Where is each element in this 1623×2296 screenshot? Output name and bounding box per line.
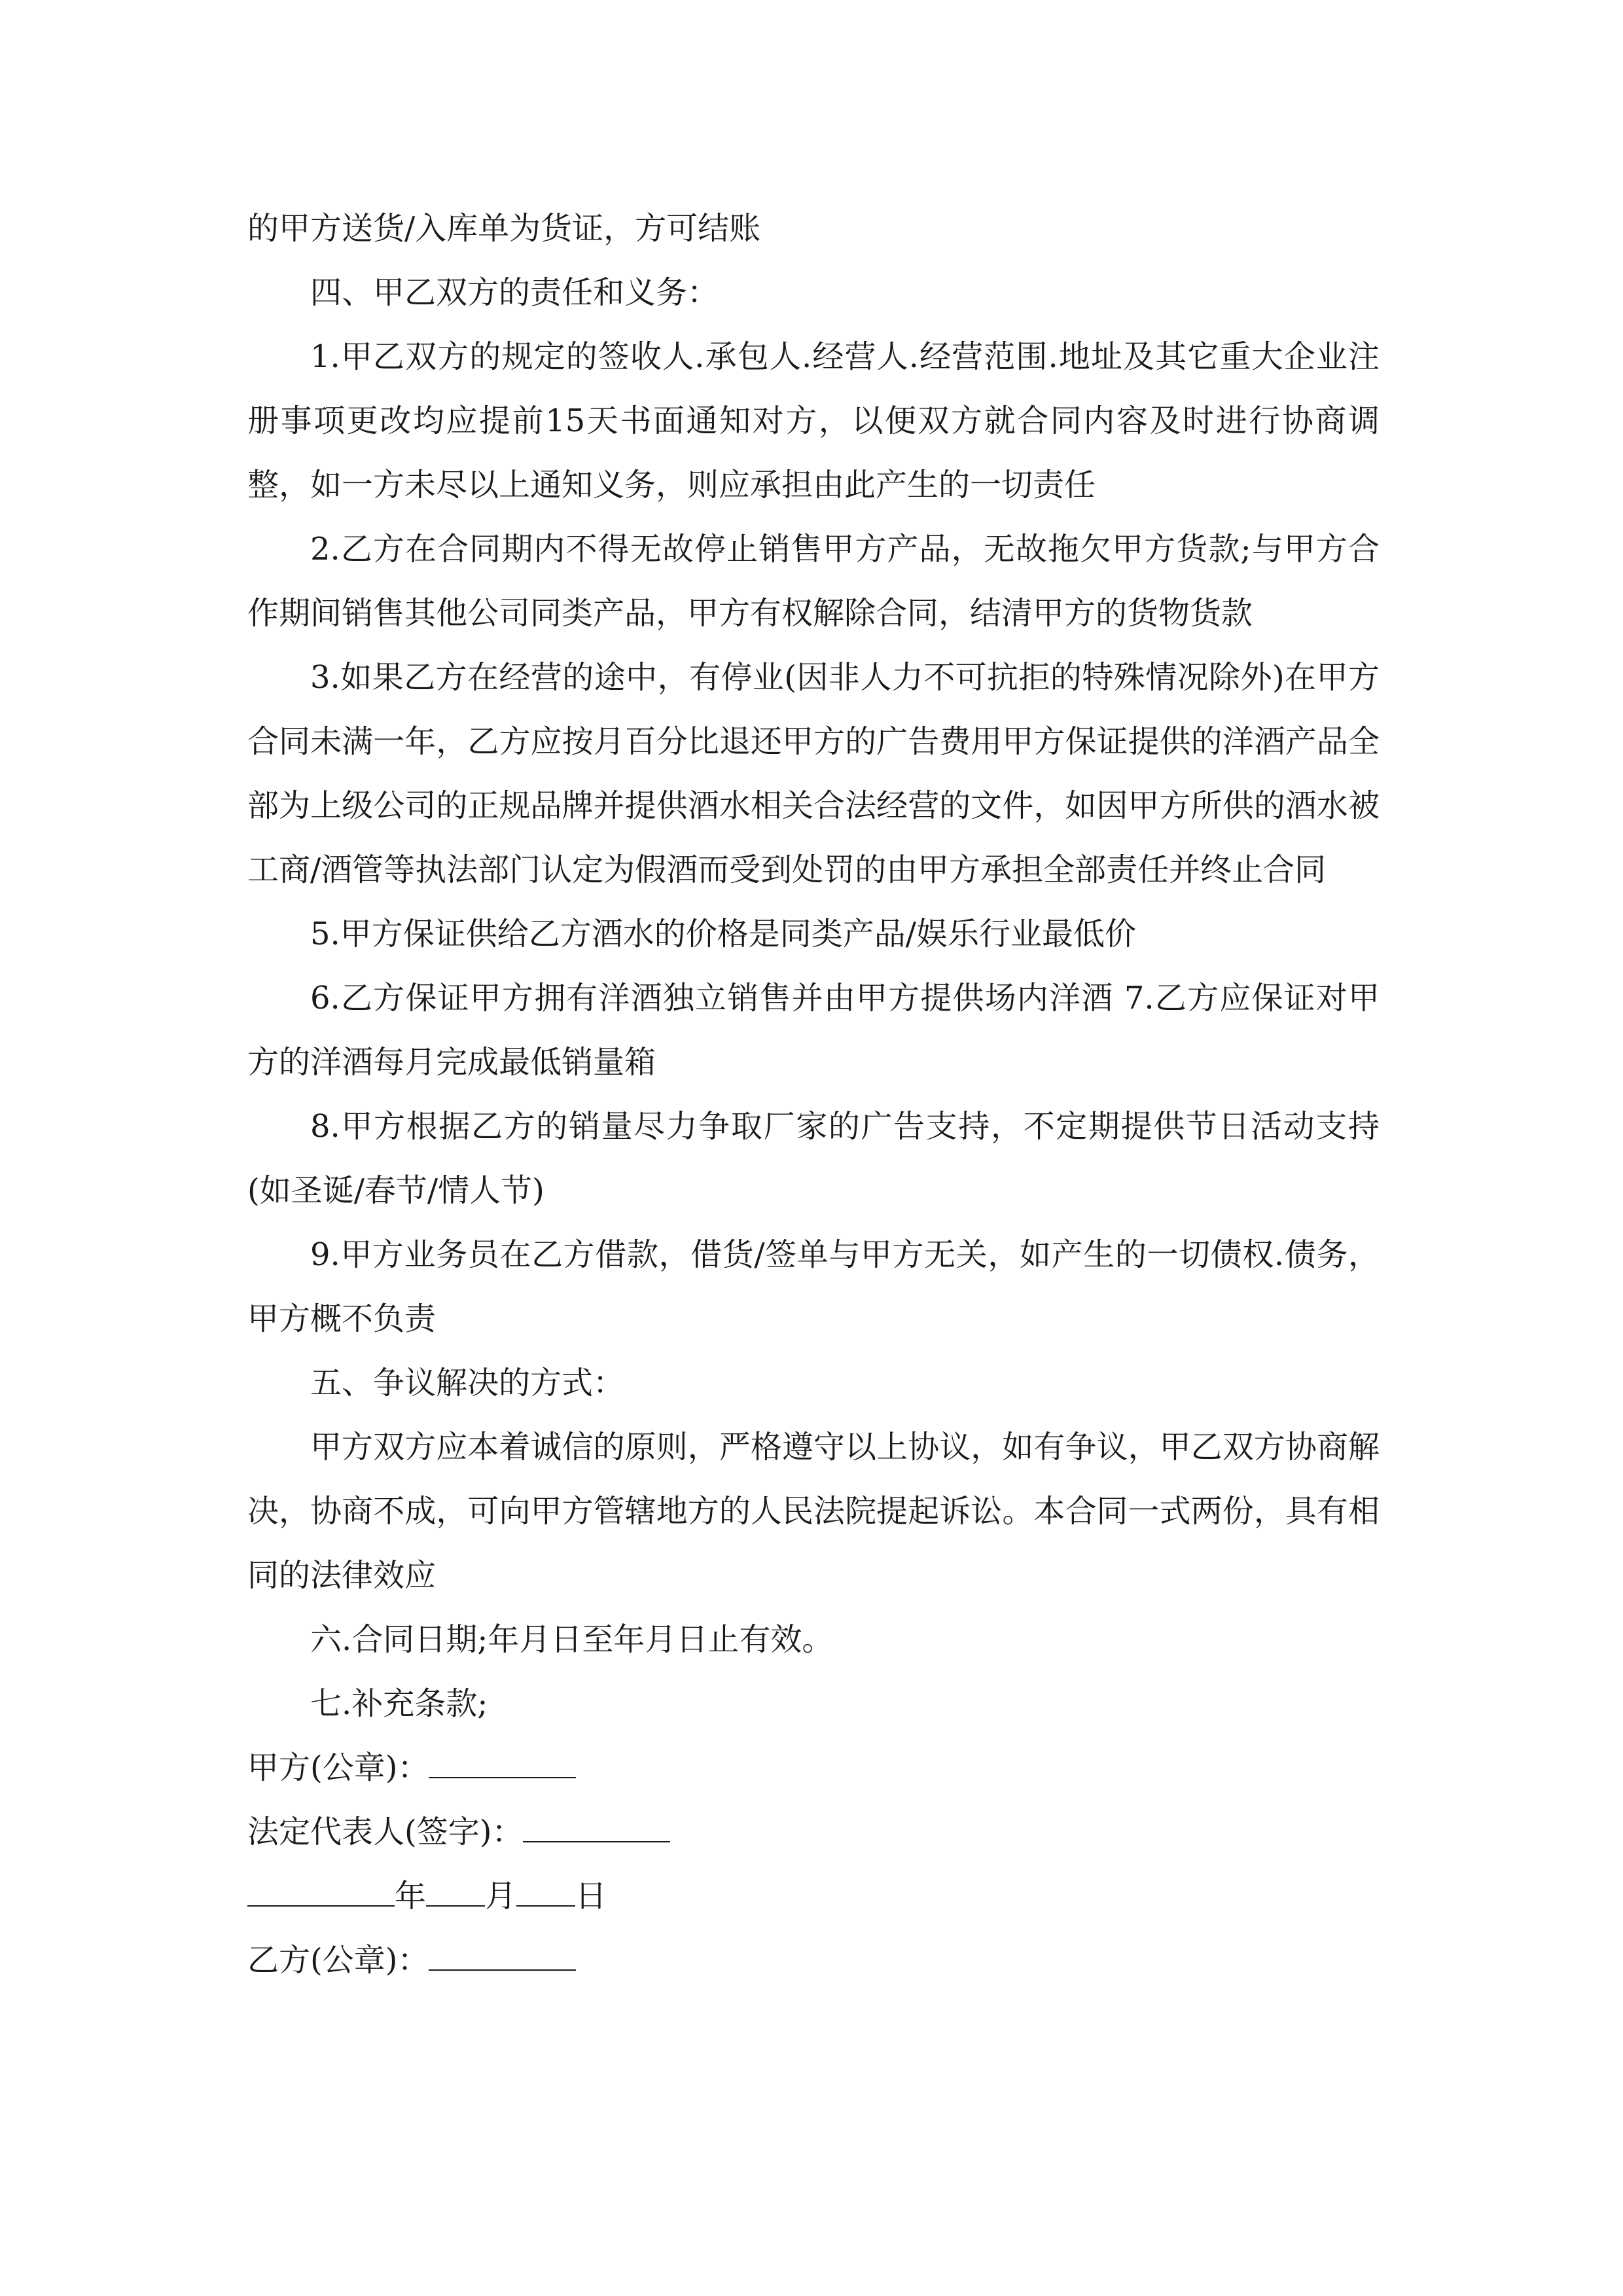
- day-blank[interactable]: [516, 1866, 575, 1907]
- party-b-blank[interactable]: [429, 1930, 576, 1971]
- clause-9: 9.甲方业务员在乙方借款，借货/签单与甲方无关，如产生的一切债权.债务，甲方概不负责: [247, 1236, 1380, 1337]
- clause-6-7: 6.乙方保证甲方拥有洋酒独立销售并由甲方提供场内洋酒 7.乙方应保证对甲方的洋酒每月完成最低销量箱: [247, 980, 1380, 1081]
- dispute-paragraph: 甲方双方应本着诚信的原则，严格遵守以上协议，如有争议，甲乙双方协商解决，协商不成，可向甲方管辖地方的人民法院提起诉讼。本合同一式两份，具有相同的法律效应: [247, 1429, 1380, 1594]
- clause-1: 1.甲乙双方的规定的签收人.承包人.经营人.经营范围.地址及其它重大企业注册事项更改均应提前15天书面通知对方，以便双方就合同内容及时进行协商调整，如一方未尽以上通知义务，则应承担由此产生的一切责任: [247, 338, 1380, 503]
- section-heading-duties: 四、甲乙双方的责任和义务：: [310, 274, 719, 311]
- legal-rep-line: [247, 1800, 1380, 1864]
- party-b-seal-line: [247, 1928, 1380, 1992]
- party-b-label: 乙方(公章)：: [247, 1942, 429, 1979]
- section-supplementary: 七.补充条款;: [310, 1685, 488, 1722]
- document-body: [247, 196, 1380, 1992]
- year-label: 年: [395, 1878, 427, 1914]
- month-blank[interactable]: [426, 1866, 485, 1907]
- clause-3: 3.如果乙方在经营的途中，有停业(因非人力不可抗拒的特殊情况除外)在甲方合同未满一年，乙方应按月百分比退还甲方的广告费用甲方保证提供的洋酒产品全部为上级公司的正规品牌并提供酒水相关合法经营的文件，如因甲方所供的酒水被工商/酒管等执法部门认定为假酒而受到处罚的由甲方承担全部责任并终止合同: [247, 659, 1380, 888]
- year-blank[interactable]: [247, 1866, 395, 1907]
- party-a-seal-line: [247, 1736, 1380, 1800]
- section-heading-dispute: 五、争议解决的方式：: [310, 1365, 625, 1401]
- section-contract-date: 六.合同日期;年月日至年月日止有效。: [310, 1621, 834, 1658]
- day-label: 日: [575, 1878, 607, 1914]
- paragraph-settlement: 的甲方送货/入库单为货证，方可结账: [247, 210, 761, 247]
- legal-rep-blank[interactable]: [523, 1802, 670, 1842]
- month-label: 月: [485, 1878, 517, 1914]
- clause-2: 2.乙方在合同期内不得无故停止销售甲方产品，无故拖欠甲方货款;与甲方合作期间销售其他公司同类产品，甲方有权解除合同，结清甲方的货物货款: [247, 531, 1380, 632]
- party-a-blank[interactable]: [429, 1738, 576, 1778]
- clause-5: 5.甲方保证供给乙方酒水的价格是同类产品/娱乐行业最低价: [310, 916, 1136, 952]
- date-line: [247, 1864, 1380, 1928]
- clause-8: 8.甲方根据乙方的销量尽力争取厂家的广告支持，不定期提供节日活动支持(如圣诞/春节/情人节): [247, 1108, 1380, 1209]
- party-a-label: 甲方(公章)：: [247, 1749, 429, 1786]
- legal-rep-label: 法定代表人(签字)：: [247, 1814, 524, 1850]
